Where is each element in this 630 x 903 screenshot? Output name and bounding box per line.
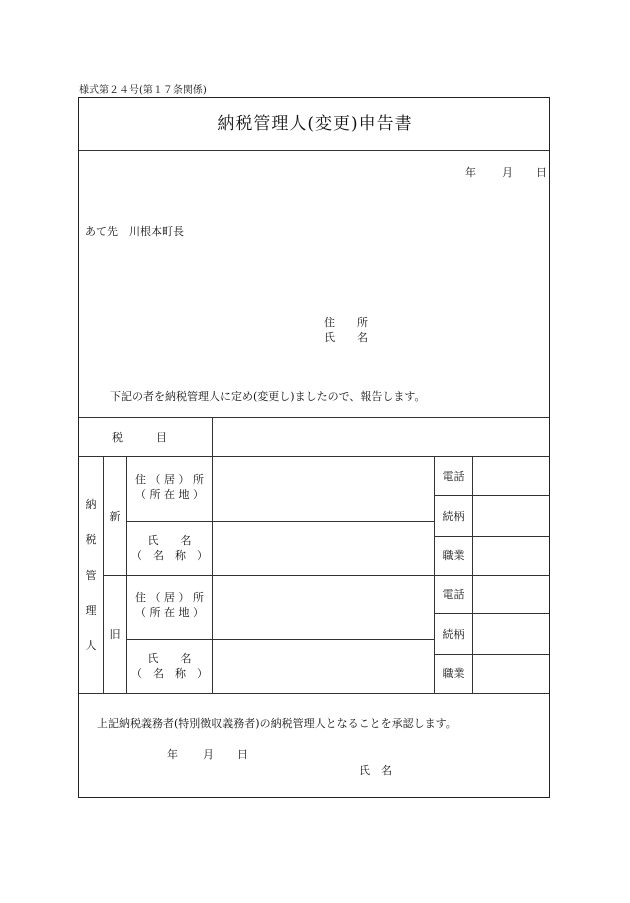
form-frame	[78, 97, 550, 798]
old-address-field[interactable]	[213, 576, 434, 639]
statement: 下記の者を納税管理人に定め(変更し)ましたので、報告します。	[110, 390, 426, 403]
old-name-label-2: （ 名 称 ）	[131, 667, 208, 680]
new-address-label-2: （ 所 在 地 ）	[135, 488, 204, 501]
side-label-char: 納	[85, 498, 97, 511]
side-label-char: 税	[85, 533, 97, 546]
tax-item-field[interactable]	[213, 418, 549, 456]
applicant-address-label: 住 所	[324, 316, 368, 329]
consent-day: 日	[237, 748, 248, 761]
old-relation-field[interactable]	[473, 614, 549, 654]
side-label-char: 管	[85, 569, 97, 582]
new-label: 新	[109, 510, 121, 523]
new-occupation-field[interactable]	[473, 537, 549, 575]
applicant-name-label: 氏 名	[324, 331, 368, 344]
old-label: 旧	[109, 628, 121, 641]
new-phone-field[interactable]	[473, 457, 549, 495]
side-label-divider	[103, 456, 104, 693]
side-label-char: 人	[85, 639, 97, 652]
addressee: あて先 川根本町長	[85, 225, 184, 238]
new-name-label-2: （ 名 称 ）	[131, 549, 208, 562]
side-label-char: 理	[85, 604, 97, 617]
form-id: 様式第２４号(第１７条関係)	[79, 85, 207, 96]
title-divider	[79, 150, 549, 151]
old-address-label-2: （ 所 在 地 ）	[135, 606, 204, 619]
new-relation-field[interactable]	[473, 496, 549, 536]
new-occupation-label: 職業	[442, 549, 465, 562]
date-day: 日	[536, 166, 547, 179]
consent-month: 月	[203, 748, 214, 761]
new-phone-label: 電話	[442, 470, 465, 483]
date-month: 月	[502, 166, 513, 179]
new-relation-label: 続柄	[442, 510, 465, 523]
form-title: 納税管理人(変更)申告書	[217, 114, 413, 134]
new-address-field[interactable]	[213, 457, 434, 521]
old-address-label-1: 住 （ 居 ） 所	[135, 591, 204, 604]
tax-item-label: 税 目	[112, 431, 167, 444]
consent-name-label: 氏 名	[359, 764, 392, 777]
new-name-label-1: 氏 名	[147, 534, 192, 547]
sub-label-divider	[434, 456, 435, 693]
new-address-label-1: 住 （ 居 ） 所	[135, 473, 204, 486]
table-bottom-line	[79, 693, 549, 694]
old-occupation-field[interactable]	[473, 655, 549, 693]
old-phone-label: 電話	[442, 588, 465, 601]
old-occupation-label: 職業	[442, 667, 465, 680]
consent-statement: 上記納税義務者(特別徴収義務者)の納税管理人となることを承認します。	[97, 717, 457, 730]
old-relation-label: 続柄	[442, 628, 465, 641]
consent-year: 年	[167, 748, 178, 761]
date-year: 年	[465, 166, 476, 179]
old-name-field[interactable]	[213, 640, 434, 693]
new-name-field[interactable]	[213, 522, 434, 575]
old-phone-field[interactable]	[473, 576, 549, 613]
old-name-label-1: 氏 名	[147, 652, 192, 665]
